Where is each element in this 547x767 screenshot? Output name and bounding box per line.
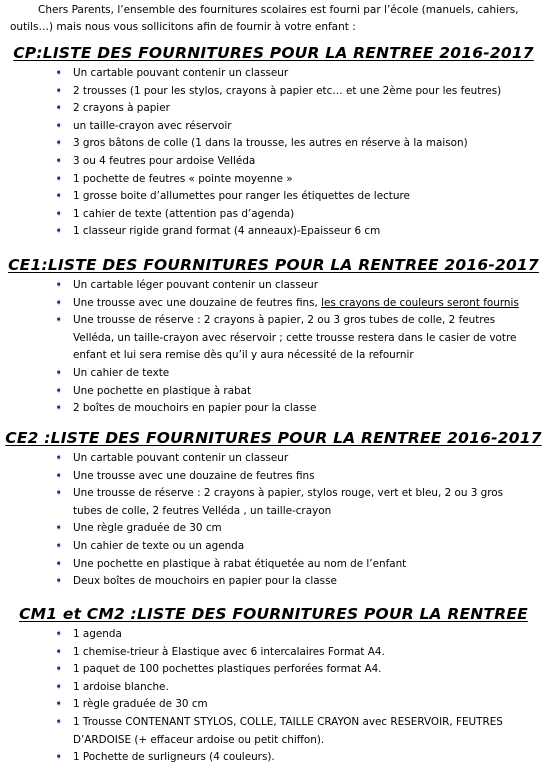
list-item (0, 468, 547, 486)
supply-list (0, 65, 547, 241)
list-item-text: 2 crayons à papier (73, 102, 170, 115)
list-item (0, 485, 547, 520)
list-item-text: Une trousse de réserve : 2 crayons à papier, stylos rouge, vert et bleu, 2 ou 3 gros tubes de colle, 2 feutres Velléda , un taille-crayon (73, 487, 504, 517)
arrow-bullet-icon: ➧ (55, 488, 63, 499)
section-cm1-cm2 (0, 605, 547, 767)
list-item-text: Un cahier de texte ou un agenda (73, 539, 245, 552)
list-item (0, 206, 547, 224)
arrow-bullet-icon: ➧ (55, 367, 63, 378)
list-item-text: 2 boîtes de mouchoirs en papier pour la classe (73, 402, 317, 415)
list-item-text: 1 agenda (73, 628, 122, 640)
list-item-text: Un cartable pouvant contenir un classeur (73, 452, 289, 464)
list-item (0, 171, 547, 189)
underlined-note: les crayons de couleurs seront fournis (321, 296, 519, 309)
arrow-bullet-icon: ➧ (55, 523, 63, 534)
arrow-bullet-icon: ➧ (55, 120, 63, 131)
arrow-bullet-icon: ➧ (55, 699, 63, 710)
list-item-text: 3 ou 4 feutres pour ardoise Velléda (73, 154, 256, 167)
list-item-text: 3 gros bâtons de colle (1 dans la trousse, les autres en réserve à la maison) (73, 137, 468, 150)
list-item (0, 626, 547, 644)
list-item-text: 1 Pochette de surligneurs (4 couleurs). (73, 751, 275, 764)
list-item-text: 1 règle graduée de 30 cm (73, 698, 208, 711)
list-item (0, 223, 547, 241)
arrow-bullet-icon: ➧ (55, 558, 63, 569)
supply-list (0, 450, 547, 591)
list-item-text: Une pochette en plastique à rabat (73, 384, 252, 397)
arrow-bullet-icon: ➧ (55, 155, 63, 166)
arrow-bullet-icon: ➧ (55, 646, 63, 657)
list-item (0, 520, 547, 538)
arrow-bullet-icon: ➧ (55, 664, 63, 675)
list-item (0, 83, 547, 101)
list-item-text: Un cahier de texte (73, 366, 170, 379)
list-item (0, 450, 547, 468)
list-item (0, 696, 547, 714)
arrow-bullet-icon: ➧ (55, 681, 63, 692)
arrow-bullet-icon: ➧ (55, 68, 63, 78)
list-item (0, 538, 547, 556)
list-item (0, 277, 547, 295)
section-ce2 (0, 429, 547, 591)
arrow-bullet-icon: ➧ (55, 453, 63, 463)
supply-list (0, 277, 547, 418)
list-item-text: Une trousse de réserve : 2 crayons à papier, 2 ou 3 gros tubes de colle, 2 feutres Velléda, un taille-crayon avec réservoir ; cette trousse restera dans le casier de votre enfant et lui sera remise dès qu’il y aura nécessité de la refournir (73, 314, 517, 362)
list-item-text: Un cartable léger pouvant contenir un classeur (73, 279, 319, 291)
arrow-bullet-icon: ➧ (55, 629, 63, 639)
list-item (0, 153, 547, 171)
list-item (0, 135, 547, 153)
arrow-bullet-icon: ➧ (55, 752, 63, 763)
list-item (0, 400, 547, 418)
list-item (0, 644, 547, 662)
section-cp (0, 44, 547, 241)
list-item-text: Un cartable pouvant contenir un classeur (73, 67, 289, 79)
arrow-bullet-icon: ➧ (55, 173, 63, 184)
list-item (0, 383, 547, 401)
list-item (0, 100, 547, 118)
list-item-text: Une pochette en plastique à rabat étiquetée au nom de l’enfant (73, 557, 407, 570)
arrow-bullet-icon: ➧ (55, 385, 63, 396)
section-title: CP:LISTE DES FOURNITURES POUR LA RENTREE 2016-2017 (13, 44, 534, 62)
list-item-text: Une trousse avec une douzaine de feutres fins, (73, 296, 322, 309)
section-ce1 (0, 256, 547, 418)
list-item-text: 1 ardoise blanche. (73, 680, 169, 693)
supply-list (0, 626, 547, 767)
section-title: CE1:LISTE DES FOURNITURES POUR LA RENTREE 2016-2017 (8, 256, 539, 274)
arrow-bullet-icon: ➧ (55, 103, 63, 114)
list-item (0, 118, 547, 136)
list-item-text: 1 chemise-trieur à Elastique avec 6 intercalaires Format A4. (73, 645, 385, 658)
list-item-text: 1 Trousse CONTENANT STYLOS, COLLE, TAILLE CRAYON avec RESERVOIR, FEUTRES D’ARDOISE (+ effaceur ardoise ou petit chiffon). (73, 715, 503, 746)
list-item (0, 188, 547, 206)
arrow-bullet-icon: ➧ (55, 280, 63, 290)
list-item (0, 661, 547, 679)
list-item (0, 556, 547, 574)
list-item (0, 573, 547, 591)
list-item (0, 749, 547, 767)
list-item-text: 1 cahier de texte (attention pas d’agenda) (73, 207, 295, 220)
intro-paragraph: Chers Parents, l’ensemble des fournitures scolaires est fourni par l’école (manuels, cahiers, outils…) mais nous vous sollicitons afin de fournir à votre enfant : (10, 4, 519, 33)
arrow-bullet-icon: ➧ (55, 208, 63, 219)
arrow-bullet-icon: ➧ (55, 297, 63, 308)
list-item-text: 1 paquet de 100 pochettes plastiques perforées format A4. (73, 663, 382, 676)
list-item (0, 714, 547, 749)
list-item-text: 1 classeur rigide grand format (4 anneaux)-Epaisseur 6 cm (73, 225, 381, 238)
list-item (0, 679, 547, 697)
arrow-bullet-icon: ➧ (55, 226, 63, 237)
list-item-text: Une trousse avec une douzaine de feutres fins (73, 469, 315, 482)
list-item (0, 365, 547, 383)
arrow-bullet-icon: ➧ (55, 85, 63, 96)
arrow-bullet-icon: ➧ (55, 716, 63, 727)
arrow-bullet-icon: ➧ (55, 403, 63, 414)
section-title: CM1 et CM2 :LISTE DES FOURNITURES POUR LA RENTREE (19, 605, 528, 623)
list-item-text: un taille-crayon avec réservoir (73, 119, 232, 132)
arrow-bullet-icon: ➧ (55, 540, 63, 551)
list-item-text: Une règle graduée de 30 cm (73, 522, 222, 535)
arrow-bullet-icon: ➧ (55, 470, 63, 481)
arrow-bullet-icon: ➧ (55, 576, 63, 587)
section-title: CE2 :LISTE DES FOURNITURES POUR LA RENTREE 2016-2017 (5, 429, 542, 447)
arrow-bullet-icon: ➧ (55, 191, 63, 202)
list-item (0, 295, 547, 313)
list-item-text: Deux boîtes de mouchoirs en papier pour la classe (73, 575, 337, 588)
list-item-text: 1 grosse boite d’allumettes pour ranger les étiquettes de lecture (73, 190, 410, 203)
list-item-text: 2 trousses (1 pour les stylos, crayons à papier etc… et une 2ème pour les feutres) (73, 84, 502, 97)
list-item-text: 1 pochette de feutres « pointe moyenne » (73, 172, 293, 185)
list-item (0, 312, 547, 365)
list-item (0, 65, 547, 83)
arrow-bullet-icon: ➧ (55, 315, 63, 326)
arrow-bullet-icon: ➧ (55, 138, 63, 149)
